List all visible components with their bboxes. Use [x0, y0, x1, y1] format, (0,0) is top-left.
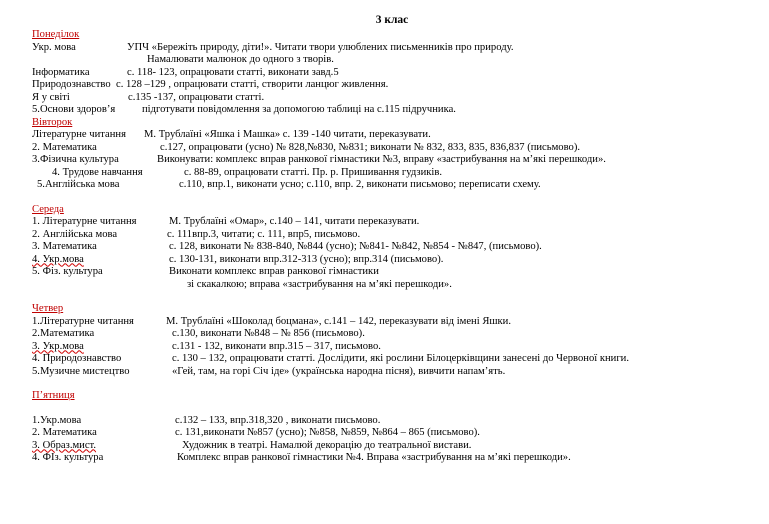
subject-label: 4. Укр.мова	[32, 253, 84, 265]
subject-label: 5.Музичне мистецтво	[32, 365, 130, 377]
task-text: с. 130 – 132, опрацювати статті. Дослідити, які рослини Білоцерківщини занесені до Червоної книги.	[172, 353, 629, 364]
subject-label: 3.Фізична культура	[32, 154, 119, 165]
task-text: Виконати комплекс вправ ранкової гімнастики	[169, 266, 379, 277]
task-text: с. 128, виконати № 838-840, №844 (усно); №841- №842, №854 - №847, (письмово).	[169, 241, 542, 252]
subject-label: 4. Природознавство	[32, 353, 122, 364]
task-text: с.127, опрацювати (усно) № 828,№830, №831; виконати № 832, 833, 835, 836,837 (письмово).	[160, 141, 580, 153]
list-item	[32, 452, 762, 465]
subject-label: 3. Математика	[32, 241, 97, 252]
day-heading-monday: Понеділок	[32, 29, 80, 40]
list-item	[32, 129, 762, 142]
list-item	[32, 42, 762, 55]
task-text: с. 111впр.3, читати; с. 111, впр5, письмово.	[167, 228, 361, 240]
task-text: с. 131,виконати №857 (усно); №858, №859, №864 – 865 (письмово).	[175, 427, 480, 438]
task-text: підготувати повідомлення за допомогою таблиці на с.115 підручника.	[142, 104, 456, 115]
list-item	[32, 440, 762, 453]
subject-label: 2. Англійська мова	[32, 228, 118, 240]
list-item	[32, 366, 762, 379]
task-text: с. 128 –129 , опрацювати статті, створити ланцюг живлення.	[116, 79, 389, 90]
task-text: зі скакалкою; вправа «застрибування на м’які перешкоди».	[187, 278, 452, 290]
subject-label: 3. Укр.мова	[32, 340, 84, 352]
task-text: Художник в театрі. Намалюй декорацію до театральної вистави.	[182, 439, 472, 451]
day-heading-wednesday: Середа	[32, 203, 64, 215]
task-text: М. Трублаїні «Яшка і Машка» с. 139 -140 читати, переказувати.	[144, 129, 431, 140]
list-item	[32, 341, 762, 354]
subject-label: 5.Основи здоров’я	[32, 104, 116, 115]
subject-label: 1. Літературне читання	[32, 216, 137, 227]
list-item	[32, 104, 762, 117]
homework-document	[32, 14, 762, 465]
page-title: 3 клас	[375, 14, 409, 26]
subject-label: 2. Математика	[32, 427, 97, 438]
task-text: Комплекс вправ ранкової гімнастики №4. Вправа «застрибування на м’які перешкоди».	[177, 452, 571, 463]
task-text: с.131 - 132, виконати впр.315 – 317, письмово.	[172, 340, 381, 352]
subject-label: 5. Фіз. культура	[32, 266, 103, 277]
list-item	[32, 229, 762, 242]
subject-label: 4. Трудове навчання	[52, 166, 143, 178]
subject-label: 1.Літературне читання	[32, 315, 134, 327]
task-text: с. 130-131, виконати впр.312-313 (усно); впр.314 (письмово).	[169, 253, 444, 265]
list-item	[32, 92, 762, 105]
subject-label: 4. ФІз. культура	[32, 452, 104, 463]
list-item	[32, 167, 762, 180]
list-item	[32, 154, 762, 167]
task-text: с. 88-89, опрацювати статті. Пр. р. Пришивання гудзиків.	[184, 166, 442, 178]
list-item	[32, 266, 762, 279]
list-item	[32, 316, 762, 329]
list-item	[32, 415, 762, 428]
subject-label: 2.Математика	[32, 328, 95, 339]
subject-label: 5.Англійська мова	[37, 179, 120, 190]
list-item	[32, 142, 762, 155]
list-item	[32, 241, 762, 254]
list-item	[32, 328, 762, 341]
task-text: Виконувати: комплекс вправ ранкової гімнастики №3, вправу «застрибування на м’які перешкоди».	[157, 154, 606, 165]
list-item	[32, 254, 762, 267]
day-heading-thursday: Четвер	[32, 303, 64, 314]
task-text: с.130, виконати №848 – № 856 (письмово).	[172, 328, 365, 339]
task-text: с.132 – 133, впр.318,320 , виконати письмово.	[175, 414, 381, 426]
list-item	[32, 79, 762, 92]
task-text: М. Трублаїні «Омар», с.140 – 141, читати переказувати.	[169, 216, 420, 227]
list-item	[32, 427, 762, 440]
task-text: «Гей, там, на горі Січ іде» (українська народна пісня), вивчити напам’ять.	[172, 365, 506, 377]
subject-label: Інформатика	[32, 66, 90, 78]
subject-label: Природознавство	[32, 79, 111, 90]
subject-label: Я у світі	[32, 91, 70, 103]
subject-label: 1.Укр.мова	[32, 414, 82, 426]
task-text: УПЧ «Бережіть природу, діти!». Читати твори улюблених письменників про природу.	[127, 41, 514, 53]
task-text: М. Трублаїні «Шоколад боцмана», с.141 – 142, переказувати від імені Яшки.	[166, 315, 512, 327]
day-heading-friday: П’ятниця	[32, 390, 75, 401]
day-heading-tuesday: Вівторок	[32, 116, 73, 128]
subject-label: Укр. мова	[32, 41, 76, 53]
list-item	[32, 216, 762, 229]
task-text: Намалювати малюнок до одного з творів.	[147, 54, 334, 65]
subject-label: 2. Математика	[32, 141, 97, 153]
list-item	[32, 353, 762, 366]
list-item	[32, 54, 762, 67]
list-item	[32, 179, 762, 192]
subject-label: 3. Образ.мист.	[32, 439, 97, 451]
subject-label: Літературне читання	[32, 129, 126, 140]
task-text: с. 118- 123, опрацювати статті, виконати завд.5	[127, 66, 339, 78]
task-text: с.110, впр.1, виконати усно; с.110, впр. 2, виконати письмово; переписати схему.	[179, 179, 541, 190]
task-text: с.135 -137, опрацювати статті.	[128, 91, 265, 103]
list-item	[32, 67, 762, 80]
list-item	[32, 279, 762, 292]
